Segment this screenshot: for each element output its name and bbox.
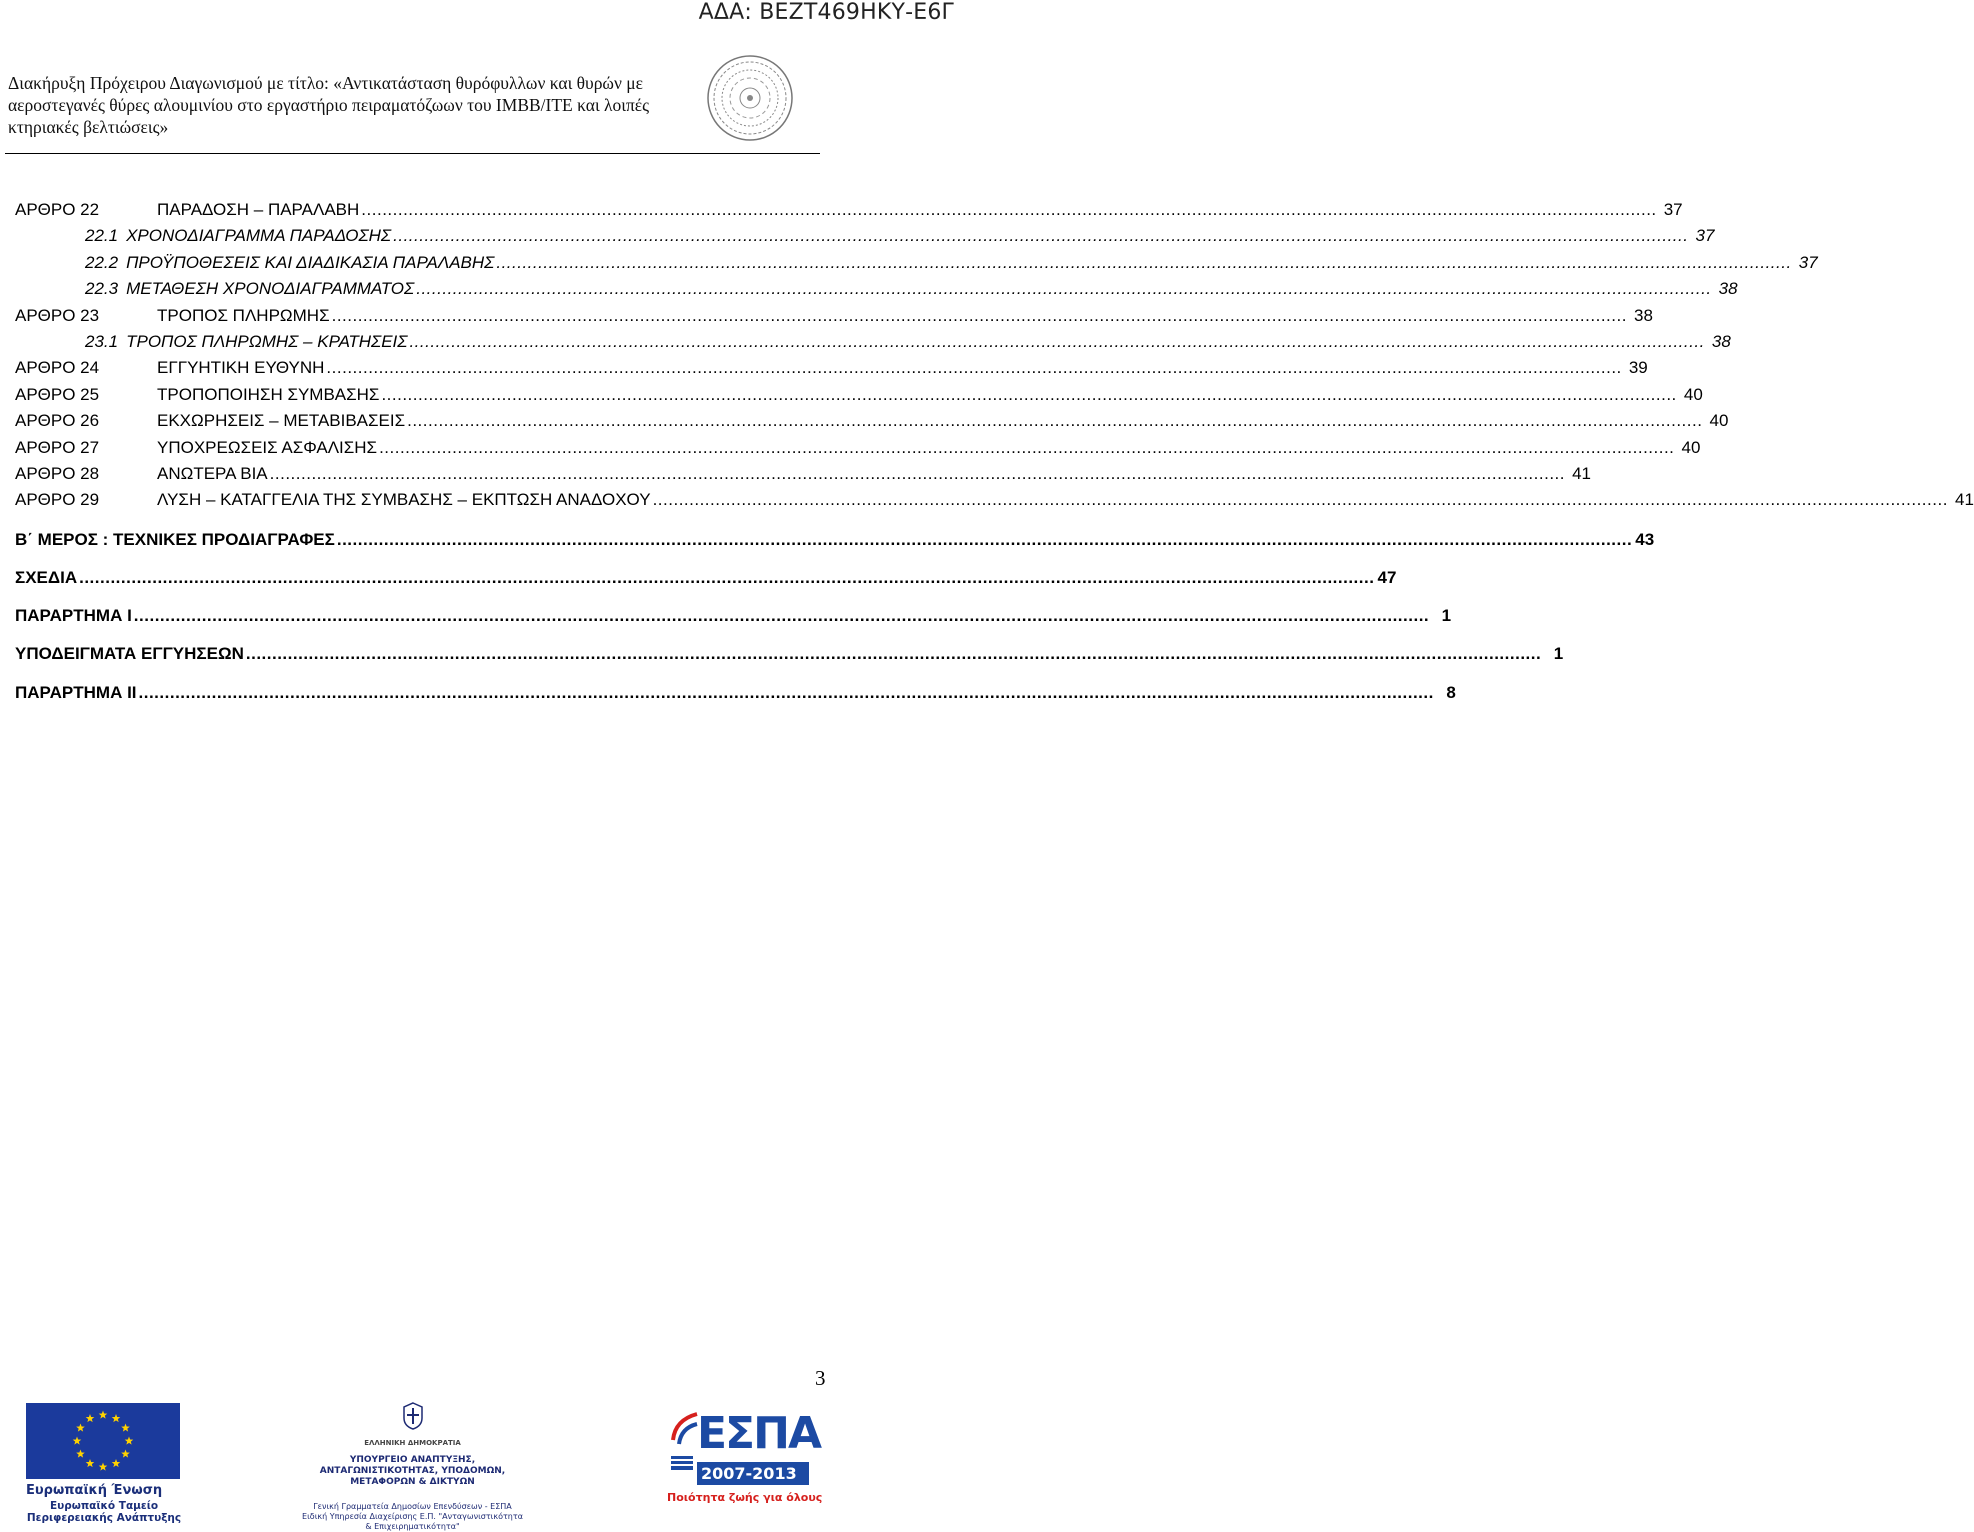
- toc-entry-title: ΥΠΟΔΕΙΓΜΑΤΑ ΕΓΓΥΗΣΕΩΝ: [15, 644, 244, 664]
- eu-star-icon: [125, 1437, 134, 1445]
- eu-star-icon: [121, 1450, 130, 1458]
- toc-entry-number: ΑΡΘΡΟ 22: [15, 200, 100, 219]
- toc-entry-title: ΠΑΡΑΔΟΣΗ – ΠΑΡΑΛΑΒΗ: [157, 200, 360, 219]
- espa-logo: [667, 1408, 823, 1520]
- toc-dot-leader: [416, 279, 1711, 299]
- toc-dot-leader: [407, 411, 1702, 431]
- toc-dot-leader: [270, 464, 1565, 484]
- toc-entry-page: 37: [1695, 226, 1715, 246]
- toc-entry-title: ΑΝΩΤΕΡΑ ΒΙΑ: [157, 463, 268, 483]
- toc-entry-page: 41: [1955, 490, 1974, 510]
- header-divider: [5, 153, 820, 154]
- toc-entry-page: 47: [1377, 568, 1397, 588]
- document-header-title: Διακήρυξη Πρόχειρου Διαγωνισμού με τίτλο: «Αντικατάσταση θυρόφυλλων και θυρών με αεροστεγανές θύρες αλουμινίου στο εργαστήριο πειραματόζωων του ΙΜΒΒ/ΙΤΕ και λοιπές κτηριακές βελτιώσεις»: [8, 73, 650, 137]
- toc-entry[interactable]: [15, 593, 1452, 631]
- toc-entry-title: ΠΑΡΑΡΤΗΜΑ ΙΙ: [15, 682, 137, 702]
- toc-dot-leader: [381, 385, 1676, 405]
- toc-dot-leader: [139, 683, 1434, 703]
- toc-entry-title: ΜΕΤΑΘΕΣΗ ΧΡΟΝΟΔΙΑΓΡΑΜΜΑΤΟΣ: [126, 279, 415, 299]
- toc-entry-page: 8: [1446, 682, 1456, 702]
- eu-star-icon: [76, 1424, 85, 1432]
- toc-entry-page: 37: [1798, 252, 1818, 272]
- toc-entry-page: 38: [1718, 279, 1738, 299]
- espa-arcs-icon: [667, 1410, 703, 1480]
- eu-flag-icon: [26, 1403, 180, 1479]
- toc-entry-title: ΛΥΣΗ – ΚΑΤΑΓΓΕΛΙΑ ΤΗΣ ΣΥΜΒΑΣΗΣ – ΕΚΠΤΩΣΗ ΑΝΑΔΟΧΟΥ: [157, 490, 651, 510]
- espa-word: ΕΣΠΑ: [697, 1408, 820, 1459]
- eu-star-icon: [86, 1414, 95, 1422]
- gov-ministry: ΥΠΟΥΡΓΕΙΟ ΑΝΑΠΤΥΞΗΣ, ΑΝΤΑΓΩΝΙΣΤΙΚΟΤΗΤΑΣ, ΥΠΟΔΟΜΩΝ, ΜΕΤΑΦΟΡΩΝ & ΔΙΚΤΥΩΝ: [319, 1455, 506, 1487]
- toc-entry-title: ΕΚΧΩΡΗΣΕΙΣ – ΜΕΤΑΒΙΒΑΣΕΙΣ: [157, 411, 406, 431]
- toc-entry[interactable]: [15, 631, 1564, 669]
- toc-entry-number: ΑΡΘΡΟ 29: [15, 490, 100, 510]
- eu-star-icon: [112, 1459, 121, 1467]
- toc-entry[interactable]: [15, 555, 1397, 593]
- toc-entry-number: ΑΡΘΡΟ 27: [15, 437, 100, 457]
- toc-dot-leader: [409, 332, 1704, 352]
- toc-entry[interactable]: [15, 411, 1729, 437]
- gov-country: ΕΛΛΗΝΙΚΗ ΔΗΜΟΚΡΑΤΙΑ: [364, 1439, 461, 1447]
- eu-logo: [26, 1403, 182, 1524]
- toc-entry-number: ΑΡΘΡΟ 28: [15, 463, 100, 483]
- toc-entry-number: ΑΡΘΡΟ 24: [15, 358, 100, 378]
- eu-star-icon: [121, 1424, 130, 1432]
- toc-entry[interactable]: [15, 358, 1648, 384]
- toc-entry-page: 43: [1635, 529, 1655, 549]
- espa-years: 2007-2013: [697, 1462, 809, 1485]
- institute-seal-logo: [706, 54, 794, 142]
- toc-entry-number: 22.3: [85, 279, 119, 299]
- toc-entry-page: 40: [1683, 384, 1703, 404]
- eu-star-icon: [76, 1450, 85, 1458]
- toc-entry-page: 38: [1711, 331, 1731, 351]
- toc-dot-leader: [134, 606, 1429, 626]
- gov-secretariat: Γενική Γραμματεία Δημοσίων Επενδύσεων - ΕΣΠΑ: [313, 1502, 512, 1511]
- toc-entry[interactable]: [15, 517, 1655, 555]
- ada-code: ΑΔΑ: ΒΕΖΤ469ΗΚΥ-Ε6Γ: [698, 0, 954, 25]
- toc-entry[interactable]: [15, 226, 1715, 252]
- eu-star-icon: [73, 1437, 82, 1445]
- toc-entry-title: ΠΡΟΫΠΟΘΕΣΕΙΣ ΚΑΙ ΔΙΑΔΙΚΑΣΙΑ ΠΑΡΑΛΑΒΗΣ: [126, 252, 495, 272]
- toc-entry-page: 38: [1634, 305, 1653, 325]
- eu-star-icon: [86, 1459, 95, 1467]
- toc-entry-page: 39: [1628, 358, 1648, 378]
- toc-entry-title: Β΄ ΜΕΡΟΣ : ΤΕΧΝΙΚΕΣ ΠΡΟΔΙΑΓΡΑΦΕΣ: [15, 529, 335, 549]
- toc-entry[interactable]: [15, 490, 1974, 516]
- toc-entry-page: 40: [1681, 437, 1701, 457]
- eu-name: Ευρωπαϊκή Ένωση: [26, 1483, 163, 1498]
- toc-entry-title: ΠΑΡΑΡΤΗΜΑ Ι: [15, 606, 132, 626]
- toc-entry-page: 40: [1709, 411, 1729, 431]
- toc-entry-title: ΤΡΟΠΟΣ ΠΛΗΡΩΜΗΣ – ΚΡΑΤΗΣΕΙΣ: [126, 331, 408, 351]
- toc-dot-leader: [653, 490, 1948, 510]
- toc-entry-title: ΣΧΕΔΙΑ: [15, 568, 78, 588]
- toc-entry-title: ΤΡΟΠΟΣ ΠΛΗΡΩΜΗΣ: [157, 305, 330, 325]
- toc-entry-number: 23.1: [85, 331, 119, 351]
- gov-service: Ειδική Υπηρεσία Διαχείρισης Ε.Π. "Ανταγωνιστικότητα & Επιχειρηματικότητα": [302, 1512, 523, 1531]
- toc-entry-title: ΤΡΟΠΟΠΟΙΗΣΗ ΣΥΜΒΑΣΗΣ: [157, 384, 380, 404]
- toc-entry[interactable]: [15, 463, 1591, 490]
- toc-dot-leader: [332, 306, 1627, 326]
- toc-entry-number: 22.2: [85, 252, 119, 272]
- toc-entry-number: ΑΡΘΡΟ 25: [15, 384, 100, 404]
- greek-government-logo: [300, 1402, 525, 1531]
- eu-fund-line2: Περιφερειακής Ανάπτυξης: [26, 1512, 182, 1524]
- toc-entry-title: ΕΓΓΥΗΤΙΚΗ ΕΥΘΥΝΗ: [157, 358, 325, 378]
- toc-entry-number: 22.1: [85, 226, 119, 246]
- toc-entry-page: 37: [1663, 200, 1683, 219]
- greek-emblem-icon: [402, 1402, 424, 1430]
- toc-entry[interactable]: [15, 200, 1683, 226]
- toc-entry[interactable]: [15, 305, 1653, 332]
- toc-entry-number: ΑΡΘΡΟ 23: [15, 305, 100, 325]
- toc-entry[interactable]: [15, 331, 1731, 358]
- toc-entry[interactable]: [15, 279, 1738, 305]
- toc-dot-leader: [337, 530, 1632, 550]
- toc-entry[interactable]: [15, 669, 1456, 707]
- toc-dot-leader: [326, 358, 1621, 378]
- table-of-contents: [15, 200, 1974, 708]
- toc-entry-title: ΧΡΟΝΟΔΙΑΓΡΑΜΜΑ ΠΑΡΑΔΟΣΗΣ: [126, 226, 392, 246]
- espa-slogan: Ποιότητα ζωής για όλους: [667, 1491, 823, 1504]
- toc-entry-page: 41: [1572, 463, 1591, 483]
- toc-dot-leader: [379, 438, 1674, 458]
- toc-entry[interactable]: [15, 437, 1701, 464]
- eu-star-icon: [112, 1414, 121, 1422]
- toc-entry[interactable]: [15, 384, 1703, 411]
- toc-dot-leader: [393, 226, 1688, 246]
- toc-entry-number: ΑΡΘΡΟ 26: [15, 411, 100, 431]
- toc-dot-leader: [496, 253, 1791, 273]
- eu-fund-line1: Ευρωπαϊκό Ταμείο: [49, 1500, 159, 1512]
- toc-entry-page: 1: [1553, 644, 1564, 664]
- page-number: 3: [815, 1366, 826, 1390]
- toc-dot-leader: [246, 644, 1541, 664]
- toc-dot-leader: [361, 200, 1656, 220]
- eu-star-icon: [99, 1411, 108, 1419]
- toc-entry-title: ΥΠΟΧΡΕΩΣΕΙΣ ΑΣΦΑΛΙΣΗΣ: [157, 437, 378, 457]
- toc-dot-leader: [79, 568, 1374, 588]
- toc-entry-page: 1: [1441, 606, 1452, 626]
- eu-star-icon: [99, 1463, 108, 1471]
- toc-entry[interactable]: [15, 252, 1818, 279]
